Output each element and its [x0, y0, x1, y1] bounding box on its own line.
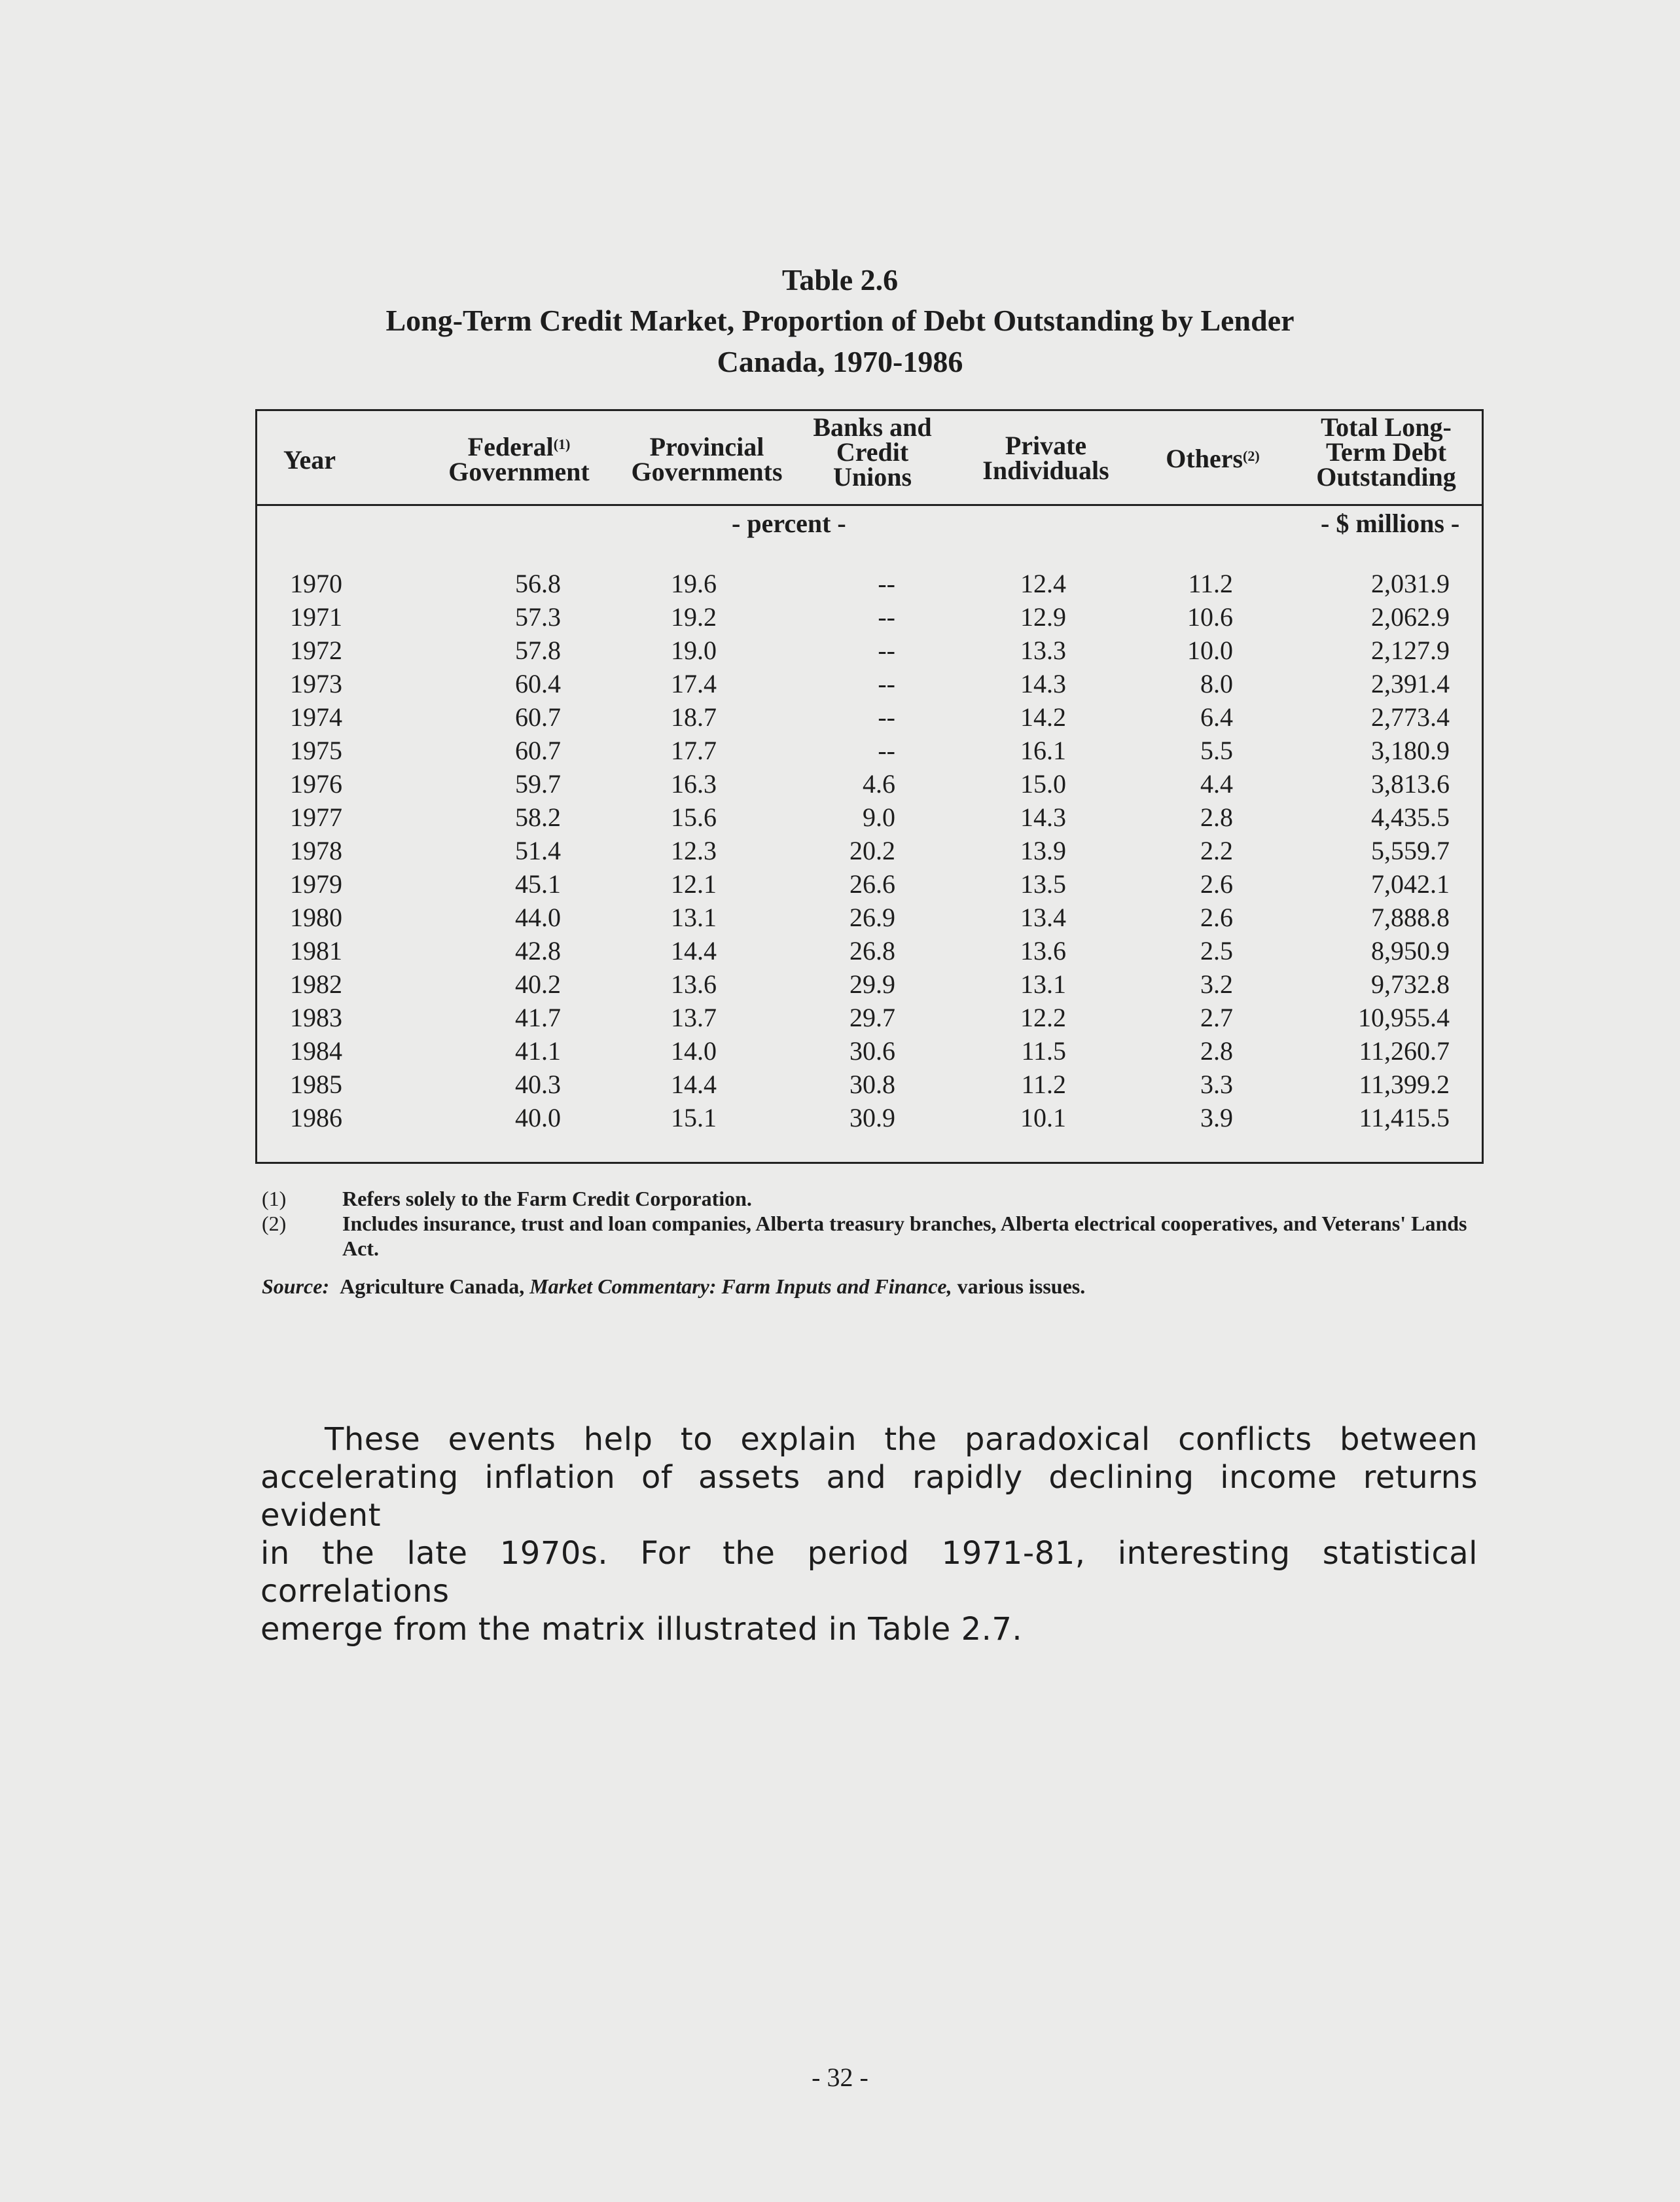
table-title: Long-Term Credit Market, Proportion of Debt Outstanding by Lender	[385, 304, 1295, 337]
table-row	[257, 801, 1482, 834]
header-banks-line3: Unions	[832, 462, 912, 492]
table-subtitle: Canada, 1970-1986	[717, 345, 963, 378]
cell-private: 13.5	[1020, 869, 1066, 899]
cell-others: 5.5	[1200, 736, 1233, 765]
cell-provincial: 13.7	[671, 1003, 717, 1032]
paragraph-line: accelerating inflation of assets and rapidly declining income returns evident	[260, 1459, 1478, 1534]
header-banks-line2: Credit	[836, 437, 909, 467]
header-banks-line1: Banks and	[813, 412, 932, 442]
footnote-2-number: (2)	[262, 1212, 287, 1235]
header-others	[1151, 446, 1275, 471]
cell-private: 12.2	[1020, 1003, 1066, 1032]
footnote-2-text: Includes insurance, trust and loan companies, Alberta treasury branches, Alberta electrical cooperatives, and Veterans' Lands Act.	[342, 1212, 1467, 1260]
header-total-line2: Term Debt	[1325, 437, 1447, 467]
cell-private: 11.2	[1021, 1070, 1066, 1099]
source-label: Source:	[262, 1274, 330, 1298]
cell-federal: 44.0	[515, 903, 561, 932]
cell-others: 8.0	[1200, 669, 1233, 698]
cell-banks: 20.2	[849, 836, 895, 865]
cell-total: 3,813.6	[1371, 769, 1450, 799]
cell-banks: 4.6	[863, 769, 895, 799]
cell-federal: 45.1	[515, 869, 561, 899]
cell-federal: 42.8	[515, 936, 561, 966]
table-body	[257, 567, 1482, 1134]
cell-others: 2.5	[1200, 936, 1233, 966]
header-total-line1: Total Long-	[1321, 412, 1452, 442]
cell-year: 1972	[290, 636, 342, 665]
cell-year: 1973	[290, 669, 342, 698]
cell-banks: 30.8	[849, 1070, 895, 1099]
table-row	[257, 600, 1482, 634]
cell-federal: 56.8	[515, 569, 561, 598]
header-divider	[257, 504, 1482, 506]
paragraph-line: emerge from the matrix illustrated in Table 2.7.	[260, 1611, 1023, 1648]
cell-year: 1970	[290, 569, 342, 598]
body-paragraph	[260, 1420, 1478, 1648]
cell-banks: --	[878, 702, 895, 732]
table-row	[257, 901, 1482, 934]
cell-federal: 58.2	[515, 803, 561, 832]
cell-provincial: 16.3	[671, 769, 717, 799]
cell-federal: 57.8	[515, 636, 561, 665]
header-others-label: Others	[1166, 444, 1243, 473]
cell-private: 14.3	[1020, 669, 1066, 698]
cell-federal: 40.3	[515, 1070, 561, 1099]
cell-others: 3.3	[1200, 1070, 1233, 1099]
cell-total: 2,062.9	[1371, 602, 1450, 632]
cell-private: 13.6	[1020, 936, 1066, 966]
header-federal	[444, 432, 594, 486]
cell-provincial: 19.6	[671, 569, 717, 598]
cell-total: 4,435.5	[1371, 803, 1450, 832]
cell-total: 3,180.9	[1371, 736, 1450, 765]
unit-millions: - $ millions -	[1321, 509, 1460, 538]
cell-others: 11.2	[1188, 569, 1233, 598]
cell-year: 1977	[290, 803, 342, 832]
table-row	[257, 834, 1482, 867]
table-row	[257, 1068, 1482, 1101]
cell-private: 13.3	[1020, 636, 1066, 665]
cell-private: 10.1	[1020, 1103, 1066, 1132]
table-row	[257, 934, 1482, 967]
cell-private: 13.9	[1020, 836, 1066, 865]
cell-others: 4.4	[1200, 769, 1233, 799]
cell-private: 16.1	[1020, 736, 1066, 765]
footnote-ref-1: (1)	[553, 436, 571, 452]
table-row	[257, 967, 1482, 1001]
cell-federal: 60.7	[515, 736, 561, 765]
cell-total: 11,399.2	[1359, 1070, 1450, 1099]
cell-federal: 60.7	[515, 702, 561, 732]
cell-banks: 26.9	[849, 903, 895, 932]
cell-provincial: 14.0	[671, 1036, 717, 1066]
cell-total: 2,127.9	[1371, 636, 1450, 665]
cell-total: 11,415.5	[1359, 1103, 1450, 1132]
cell-others: 3.2	[1200, 969, 1233, 999]
cell-provincial: 19.2	[671, 602, 717, 632]
cell-total: 11,260.7	[1359, 1036, 1450, 1066]
paragraph-line: in the late 1970s. For the period 1971-81, interesting statistical correlations	[260, 1535, 1478, 1610]
cell-private: 13.1	[1020, 969, 1066, 999]
cell-year: 1979	[290, 869, 342, 899]
cell-banks: --	[878, 669, 895, 698]
header-federal-line1: Federal	[467, 432, 554, 461]
unit-percent: - percent -	[732, 509, 846, 538]
cell-year: 1983	[290, 1003, 342, 1032]
cell-year: 1982	[290, 969, 342, 999]
cell-provincial: 15.6	[671, 803, 717, 832]
cell-provincial: 17.4	[671, 669, 717, 698]
cell-provincial: 12.3	[671, 836, 717, 865]
data-table	[255, 409, 1484, 1164]
header-total	[1301, 412, 1471, 492]
cell-total: 2,031.9	[1371, 569, 1450, 598]
table-row	[257, 634, 1482, 667]
cell-others: 3.9	[1200, 1103, 1233, 1132]
cell-total: 9,732.8	[1371, 969, 1450, 999]
cell-private: 11.5	[1021, 1036, 1066, 1066]
cell-banks: 29.7	[849, 1003, 895, 1032]
cell-federal: 51.4	[515, 836, 561, 865]
cell-provincial: 18.7	[671, 702, 717, 732]
cell-federal: 41.7	[515, 1003, 561, 1032]
cell-private: 14.3	[1020, 803, 1066, 832]
cell-private: 14.2	[1020, 702, 1066, 732]
table-row	[257, 734, 1482, 767]
cell-others: 2.8	[1200, 1036, 1233, 1066]
table-row	[257, 767, 1482, 801]
table-row	[257, 667, 1482, 700]
table-row	[257, 1001, 1482, 1034]
cell-year: 1986	[290, 1103, 342, 1132]
cell-banks: --	[878, 602, 895, 632]
footnote-1-number: (1)	[262, 1187, 287, 1210]
cell-provincial: 19.0	[671, 636, 717, 665]
cell-banks: 29.9	[849, 969, 895, 999]
cell-others: 10.6	[1187, 602, 1233, 632]
cell-private: 12.4	[1020, 569, 1066, 598]
table-number: Table 2.6	[781, 263, 899, 297]
cell-year: 1985	[290, 1070, 342, 1099]
cell-others: 10.0	[1187, 636, 1233, 665]
table-row	[257, 567, 1482, 600]
page-number: - 32 -	[812, 2063, 868, 2092]
header-provincial	[625, 432, 789, 486]
source-text-end: various issues.	[957, 1274, 1086, 1298]
cell-provincial: 13.6	[671, 969, 717, 999]
table-row	[257, 700, 1482, 734]
header-private-line1: Private	[1005, 431, 1087, 460]
cell-total: 10,955.4	[1358, 1003, 1450, 1032]
cell-private: 13.4	[1020, 903, 1066, 932]
cell-year: 1981	[290, 936, 342, 966]
cell-provincial: 14.4	[671, 936, 717, 966]
cell-total: 7,042.1	[1371, 869, 1450, 899]
cell-year: 1974	[290, 702, 342, 732]
cell-year: 1984	[290, 1036, 342, 1066]
table-row	[257, 867, 1482, 901]
cell-banks: 30.9	[849, 1103, 895, 1132]
footnote-ref-2: (2)	[1243, 448, 1260, 464]
cell-banks: --	[878, 736, 895, 765]
header-provincial-line1: Provincial	[649, 432, 764, 461]
table-row	[257, 1034, 1482, 1068]
header-private-line2: Individuals	[982, 456, 1109, 485]
cell-banks: 26.8	[849, 936, 895, 966]
cell-others: 6.4	[1200, 702, 1233, 732]
cell-others: 2.2	[1200, 836, 1233, 865]
cell-federal: 41.1	[515, 1036, 561, 1066]
source-text: Agriculture Canada,	[340, 1274, 525, 1298]
cell-others: 2.8	[1200, 803, 1233, 832]
footnote-1-text: Refers solely to the Farm Credit Corporation.	[342, 1187, 752, 1210]
cell-others: 2.7	[1200, 1003, 1233, 1032]
cell-provincial: 13.1	[671, 903, 717, 932]
header-provincial-line2: Governments	[631, 457, 783, 486]
cell-provincial: 17.7	[671, 736, 717, 765]
cell-total: 5,559.7	[1371, 836, 1450, 865]
cell-others: 2.6	[1200, 869, 1233, 899]
cell-private: 15.0	[1020, 769, 1066, 799]
cell-total: 2,391.4	[1371, 669, 1450, 698]
cell-banks: --	[878, 636, 895, 665]
cell-private: 12.9	[1020, 602, 1066, 632]
cell-federal: 57.3	[515, 602, 561, 632]
cell-banks: 26.6	[849, 869, 895, 899]
cell-federal: 40.0	[515, 1103, 561, 1132]
cell-federal: 59.7	[515, 769, 561, 799]
cell-year: 1978	[290, 836, 342, 865]
header-total-line3: Outstanding	[1316, 462, 1456, 492]
cell-total: 2,773.4	[1371, 702, 1450, 732]
header-federal-line2: Government	[448, 457, 590, 486]
cell-provincial: 12.1	[671, 869, 717, 899]
header-private	[967, 433, 1124, 483]
cell-total: 8,950.9	[1371, 936, 1450, 966]
cell-banks: 30.6	[849, 1036, 895, 1066]
cell-provincial: 15.1	[671, 1103, 717, 1132]
cell-year: 1980	[290, 903, 342, 932]
cell-banks: --	[878, 569, 895, 598]
source-publication: Market Commentary: Farm Inputs and Finance,	[529, 1274, 952, 1298]
source-note	[262, 1273, 1085, 1299]
paragraph-line: These events help to explain the paradoxical conflicts between	[325, 1421, 1478, 1458]
cell-banks: 9.0	[863, 803, 895, 832]
cell-federal: 40.2	[515, 969, 561, 999]
header-banks	[797, 412, 948, 492]
cell-total: 7,888.8	[1371, 903, 1450, 932]
cell-others: 2.6	[1200, 903, 1233, 932]
cell-provincial: 14.4	[671, 1070, 717, 1099]
cell-year: 1976	[290, 769, 342, 799]
table-row	[257, 1101, 1482, 1134]
header-year: Year	[283, 445, 336, 475]
cell-year: 1971	[290, 602, 342, 632]
cell-year: 1975	[290, 736, 342, 765]
cell-federal: 60.4	[515, 669, 561, 698]
